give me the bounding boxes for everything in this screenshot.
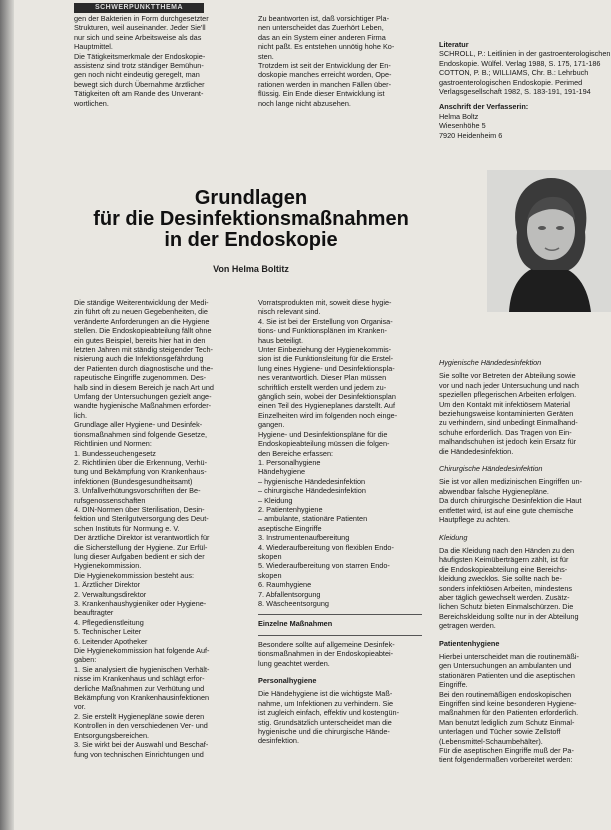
text-line: Eingriffen sind keine besonderen Hygiene- (439, 699, 577, 708)
text-line: lichen Schutz bieten Einmalschürzen. Die (439, 602, 574, 612)
text-line: nisierung auch die Infektionsgefährdung (74, 354, 204, 364)
text-line: nes verantwortlich. Dieser Plan müssen (258, 373, 387, 383)
text-line: den Bereiche erfassen: (258, 448, 334, 458)
text-line: schriftlich erstellt werden und jedem zu- (258, 382, 387, 392)
text-line: skopen (258, 551, 282, 561)
literature-heading: Literatur (439, 40, 469, 49)
text-line: kleidung zwecklos. Sie sollte nach be- (439, 574, 562, 584)
section-heading-einzelne-massnahmen: Einzelne Maßnahmen (258, 619, 333, 629)
text-line: tions- und Funktionsplänen im Kranken- (258, 326, 387, 336)
literature-entry: COTTON, P. B.; WILLIAMS, Chr. B.: Lehrbuch gastroenterologischen Endoskopie. Perimed Verlagsgesellschaft 1982, S. 183-191, 191-194 (439, 68, 591, 97)
text-line: 3. Krankenhaushygieniker oder Hygiene- (74, 599, 207, 608)
text-line: 3. Sie wirkt bei der Auswahl und Beschaf- (74, 740, 209, 750)
text-line: haus beteiligt. (258, 335, 304, 345)
text-line: unterlagen und Tücher sowie Zellstoff (439, 727, 561, 737)
address-heading: Anschrift der Verfasserin: (439, 102, 529, 112)
article-column-2 (258, 298, 422, 830)
text-line: Die Hygienekommission hat folgende Auf- (74, 646, 210, 656)
text-line: 1. Bundesseuchengesetz (74, 448, 156, 458)
text-line: Bereichskleidung sollte nur in der Abteilung (439, 611, 579, 621)
text-line: nur sich und seine Arbeitsweise als das (74, 32, 202, 42)
title-line-3: in der Endoskopie (164, 229, 338, 251)
text-line: gen Untersuchungen an ambulanten und (439, 661, 572, 671)
text-line: 4. DIN-Normen über Sterilisation, Desin- (74, 504, 205, 514)
text-line: 4. Sie ist bei der Erstellung von Organisa- (258, 316, 393, 326)
text-line: 8. Wäscheentsorgung (258, 599, 329, 608)
text-line: lung geachtet werden. (258, 658, 330, 668)
text-line: Der ärztliche Direktor ist verantwortlich für (74, 533, 210, 543)
text-line: maßnahmen für den Patienten erforderlich. (439, 708, 579, 718)
text-line: Die Händehygiene ist die wichtigste Maß- (258, 689, 393, 699)
text-line: 2. Richtlinien über die Erkennung, Verhü- (74, 457, 208, 467)
title-line-1: Grundlagen (194, 187, 308, 209)
text-line: Grundlage aller Hygiene- und Desinfek- (74, 420, 203, 430)
text-line: Entsorgungsbereichen. (74, 730, 150, 740)
text-line: Die Hygienekommission besteht aus: (74, 570, 195, 580)
text-line: stationären Patienten und die aseptischen (439, 670, 575, 680)
text-line: tionsmaßnahmen sind folgende Gesetze, (74, 429, 208, 439)
text-line: 1. Sie analysiert die hygienischen Verhält- (74, 664, 210, 674)
text-line: tionsmaßnahmen in der Endoskopieabtei- (258, 649, 394, 659)
text-line: nicht paßt. Es entstehen unnötig hohe Ko- (258, 42, 395, 52)
text-line: (Lebensmittel-Schaumbehälter). (439, 736, 543, 746)
text-line: 5. Wiederaufbereitung von starren Endo- (258, 561, 390, 571)
text-line: gangen. (258, 420, 285, 430)
text-line: Die Tätigkeitsmerkmale der Endoskopie- (74, 51, 206, 61)
text-line: vor und nach jeder Untersuchung und nach (439, 380, 579, 390)
text-line: getragen werden. (439, 621, 496, 631)
text-line: abwendbar falsche Hygienepläne. (439, 486, 549, 496)
text-line: Sie sollte vor Betreten der Abteilung sowie (439, 371, 576, 381)
text-line: 1. Personalhygiene (258, 457, 321, 467)
text-line: fektion und Sterilgutversorgung des Deut- (74, 514, 209, 524)
text-line: ein gutes Beispiel, bereits hier hat in den (74, 335, 206, 345)
text-line: malhandschuhen ist jedoch kein Ersatz für (439, 437, 577, 447)
text-line: rationen werden in manchen Fällen über- (258, 79, 392, 89)
text-line: 2. Verwaltungsdirektor (74, 589, 147, 599)
text-line: 6. Raumhygiene (258, 580, 312, 590)
author-portrait-image (487, 170, 611, 312)
text-line: letzten Jahren mit ständig steigender Tech- (74, 345, 213, 355)
text-line: – hygienische Händedesinfektion (258, 476, 366, 486)
subsection-heading: Hygienische Händedesinfektion (439, 358, 542, 367)
text-line: häufigsten Keimüberträgern zählt, ist für (439, 555, 569, 565)
text-line: Bei den routinemäßigen endoskopischen (439, 689, 572, 699)
article-title (78, 188, 424, 251)
text-line: aseptische Eingriffe (258, 523, 322, 533)
text-line: beauftragter (74, 608, 114, 618)
text-line: hygienische und die chirurgische Hände- (258, 727, 390, 737)
text-line: vor. (74, 702, 86, 712)
article-column-3 (439, 350, 611, 830)
text-line: Sie ist vor allen medizinischen Eingriffen un- (439, 477, 583, 487)
text-line: gen der Bakterien in Form durchgesetzter (74, 14, 209, 23)
section-rule (258, 635, 422, 636)
text-line: zu verhindern, sind unbedingt Einmalhand- (439, 418, 578, 428)
text-line: 4. Pflegedienstleitung (74, 617, 144, 627)
text-line: gänglich sein, wobei der Desinfektionsplan (258, 392, 396, 402)
subsection-heading: Patientenhygiene (439, 638, 500, 648)
text-line: flüssig. Ein Ende dieser Entwicklung ist (258, 89, 385, 99)
text-line: rufsgenossenschaften (74, 495, 146, 505)
text-line: Zu beantworten ist, daß vorsichtiger Pla- (258, 14, 389, 23)
text-line: Besondere sollte auf allgemeine Desinfek- (258, 639, 395, 649)
text-line: 4. Wiederaufbereitung von flexiblen Endo- (258, 542, 394, 552)
text-line: schuhe erforderlich. Das Tragen von Ein- (439, 427, 572, 437)
text-line: 2. Patientenhygiene (258, 504, 323, 514)
text-line: das an ein System einer anderen Firma (258, 32, 386, 42)
text-line: speziellen pflegerischen Arbeiten erfolgen. (439, 390, 577, 400)
text-line: ist zugleich einfach, effektiv und kostengün- (258, 708, 400, 718)
section-rule (258, 614, 422, 615)
address-line: Wiesenhöhe 5 (439, 121, 486, 131)
binding-shadow (0, 0, 14, 830)
text-line: infektionen (Bundesgesundheitsamt) (74, 476, 193, 486)
text-line: stig. Grundsätzlich unterscheidet man die (258, 717, 392, 727)
text-line: wortlichen. (74, 98, 109, 108)
text-line: 3. Instrumentenaufbereitung (258, 533, 350, 543)
subsection-heading: Kleidung (439, 532, 468, 542)
previous-article-column-2 (258, 14, 422, 146)
author-photo (487, 170, 611, 312)
text-line: Da durch chirurgische Desinfektion die Haut (439, 496, 582, 506)
text-line: Tätigkeiten oft am Rande des Unverant- (74, 89, 204, 99)
text-line: 3. Unfallverhütungsvorschriften der Be- (74, 486, 201, 496)
text-line: halb sind in diesem Bereich je nach Art und (74, 382, 214, 392)
text-line: tung und Bekämpfung von Krankenhaus- (74, 467, 207, 477)
previous-article-column-1 (74, 14, 242, 146)
text-line: nahme, um Infektionen zu verhindern. Sie (258, 698, 394, 708)
text-line: Kontrollen in den verschiedenen Ver- und (74, 721, 208, 731)
text-line: sonders infektiösen Arbeiten, mindestens (439, 583, 573, 593)
text-line: beziehungsweise kontaminierten Geräten (439, 409, 574, 419)
section-tag: SCHWERPUNKTTHEMA (74, 3, 204, 13)
text-line: lung dieser Aufgaben bedient er sich der (74, 551, 205, 561)
text-line: Man benutzt lediglich zum Schutz Einmal- (439, 717, 575, 727)
text-line: rapeutische Eingriffe zugenommen. Des- (74, 373, 207, 383)
text-line: – Kleidung (258, 495, 293, 505)
text-line: gen noch nicht eindeutig geregelt, man (74, 70, 200, 80)
text-line: Richtlinien und Normen: (74, 439, 152, 449)
text-line: 2. Sie erstellt Hygienepläne sowie deren (74, 711, 205, 721)
text-line: doskopie manches erreicht worden, Ope- (258, 70, 392, 80)
literature-entry: SCHROLL, P.: Leitlinien in der gastroenterologischen Endoskopie. Wülfel. Verlag 1988, S. 175, 171-186 (439, 49, 611, 68)
text-line: Vorratsprodukten mit, soweit diese hygie- (258, 298, 392, 307)
text-line: entfettet wird, ist auf eine gute chemische (439, 505, 574, 515)
literature-block (439, 40, 611, 160)
text-line: 5. Technischer Leiter (74, 627, 142, 637)
text-line: Um den Kontakt mit infektiösem Material (439, 399, 570, 409)
text-line: assistenz sind trotz ständiger Bemühun- (74, 61, 204, 71)
article-column-1 (74, 298, 242, 830)
text-line: Strukturen, weil auseinander. Jeder Sie'll (74, 23, 206, 33)
text-line: nisch relevant sind. (258, 307, 321, 317)
article-author: Von Helma Boltitz (213, 264, 289, 274)
text-line: einen Teil des Hygieneplanes darstellt. Auf (258, 401, 395, 411)
text-line: zin führt oft zu neuen Gegebenheiten, die (74, 307, 208, 317)
text-line: tient folgendermaßen vorbereitet werden: (439, 755, 573, 765)
text-line: Hauptmittel. (74, 42, 113, 52)
text-line: Händehygiene (258, 467, 306, 477)
text-line: Einzelheiten wird im folgenden noch einge- (258, 410, 398, 420)
text-line: stellen. Die Endoskopieabteilung fällt ohne (74, 326, 212, 336)
text-line: derliche Maßnahmen zur Verhütung und (74, 683, 205, 693)
text-line: Eingriffe. (439, 680, 468, 690)
text-line: desinfektion. (258, 736, 299, 746)
text-line: gaben: (74, 655, 97, 665)
text-line: fung von technischen Einrichtungen und (74, 749, 204, 759)
text-line: Für die aseptischen Eingriffe muß der Pa- (439, 746, 574, 756)
text-line: – ambulante, stationäre Patienten (258, 514, 368, 524)
text-line: die Endoskopieabteilung eine Bereichs- (439, 564, 568, 574)
text-line: skopen (258, 570, 282, 580)
text-line: sion ist die Funktionsleitung für die Erstel- (258, 354, 394, 364)
text-line: nen unterscheidet das Zuerhört Leben, (258, 23, 384, 33)
text-line: 7. Abfallentsorgung (258, 589, 321, 599)
section-heading-personalhygiene: Personalhygiene (258, 676, 317, 686)
text-line: Bekämpfung von Krankenhausinfektionen (74, 693, 210, 703)
title-line-2: für die Desinfektionsmaßnahmen (93, 208, 409, 230)
text-line: Trotzdem ist seit der Entwicklung der En- (258, 61, 391, 71)
text-line: veränderte Anforderungen an die Hygiene (74, 316, 210, 326)
text-line: noch lange nicht abzusehen. (258, 98, 351, 108)
text-line: die Händedesinfektion. (439, 446, 514, 456)
text-line: lung eines Hygiene- und Desinfektionspla- (258, 363, 395, 373)
address-line: Helma Boltz (439, 111, 479, 121)
text-line: sten. (258, 51, 274, 61)
text-line: aber täglich gewechselt werden. Zusätz- (439, 592, 570, 602)
text-line: die Sicherstellung der Hygiene. Zur Erfül- (74, 542, 208, 552)
text-line: bewegt sich durch Übernahme ärztlicher (74, 79, 205, 89)
text-line: nisse im Krankenhaus und schlägt erfor- (74, 674, 205, 684)
text-line: lich. (74, 410, 87, 420)
address-line: 7920 Heidenheim 6 (439, 130, 503, 140)
text-line: der Patienten durch diagnostische und the- (74, 363, 214, 373)
text-line: – chirurgische Händedesinfektion (258, 486, 366, 496)
subsection-heading: Chirurgische Händedesinfektion (439, 464, 543, 474)
text-line: Hygienekommission. (74, 561, 142, 571)
text-line: schen Instituts für Normung e. V. (74, 523, 180, 533)
text-line: Hygiene- und Desinfektionspläne für die (258, 429, 388, 439)
text-line: Hierbei unterscheidet man die routinemäßi- (439, 651, 579, 661)
text-line: 1. Ärztlicher Direktor (74, 580, 141, 590)
text-line: Hautpflege zu achten. (439, 515, 510, 525)
text-line: Umfang der Untersuchungen gezielt ange- (74, 392, 212, 402)
literature-entries (439, 49, 611, 96)
author-address (439, 112, 611, 140)
text-line: Endoskopieabteilung müssen die folgen- (258, 439, 390, 449)
text-line: Da die Kleidung nach den Händen zu den (439, 545, 575, 555)
text-line: Die ständige Weiterentwicklung der Medi- (74, 298, 209, 307)
text-line: 6. Leitender Apotheker (74, 636, 148, 646)
text-line: Unter Einbeziehung der Hygienekommis- (258, 345, 392, 355)
text-line: wandte hygienische Maßnahmen erforder- (74, 401, 212, 411)
